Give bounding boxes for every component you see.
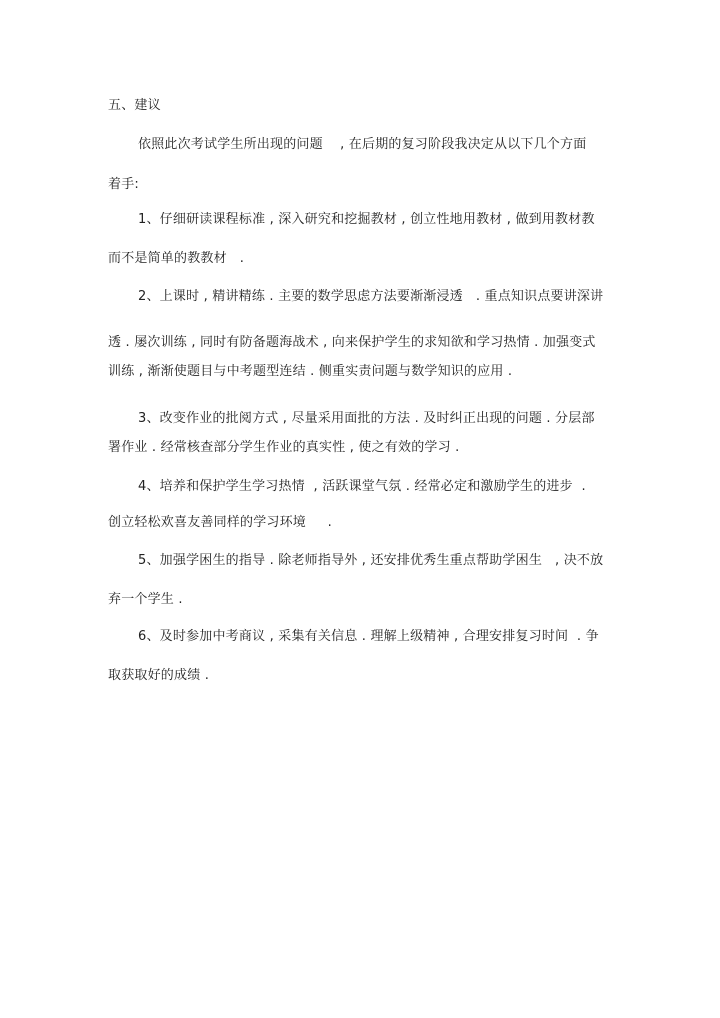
suggestion-1-line-2: 而不是简单的教教材 . [108, 251, 245, 266]
suggestion-6-line-2: 取获取好的成绩 . [108, 668, 210, 683]
paragraph-intro-line-2: 着手: [108, 177, 139, 192]
suggestion-4-line-1: 4、培养和保护学生学习热情 , 活跃课堂气氛 . 经常必定和激励学生的进步 . [138, 479, 586, 494]
suggestion-4-line-2: 创立轻松欢喜友善同样的学习环境 . [108, 515, 332, 530]
suggestion-1-line-1: 1、仔细研读课程标准 , 深入研究和挖掘教材 , 创立性地用教材 , 做到用教材教 [138, 212, 595, 227]
suggestion-3-line-2: 署作业 . 经常核查部分学生作业的真实性 , 使之有效的学习 . [108, 440, 460, 455]
suggestion-5-line-2: 弃一个学生 . [108, 592, 183, 607]
suggestion-6-line-1: 6、及时参加中考商议 , 采集有关信息 . 理解上级精神 , 合理安排复习时间 . 争 [138, 629, 599, 644]
suggestion-5-line-1: 5、加强学困生的指导 . 除老师指导外 , 还安排优秀生重点帮助学困生 , 决不放 [138, 553, 604, 568]
section-heading: 五、建议 [108, 98, 161, 113]
suggestion-2-line-1: 2、上课时 , 精讲精练 . 主要的数学思虑方法要渐渐浸透 . 重点知识点要讲深讲 [138, 289, 604, 304]
paragraph-intro-line-1: 依照此次考试学生所出现的问题 , 在后期的复习阶段我决定从以下几个方面 [138, 137, 587, 152]
suggestion-3-line-1: 3、改变作业的批阅方式 , 尽量采用面批的方法 . 及时纠正出现的问题 . 分层部 [138, 411, 595, 426]
suggestion-2-line-3: 训练 , 渐渐使题目与中考题型连结 . 侧重实责问题与数学知识的应用 . [108, 364, 513, 379]
suggestion-2-line-2: 透 . 屡次训练 , 同时有防备题海战术 , 向来保护学生的求知欲和学习热情 . 加强变式 [108, 335, 596, 350]
